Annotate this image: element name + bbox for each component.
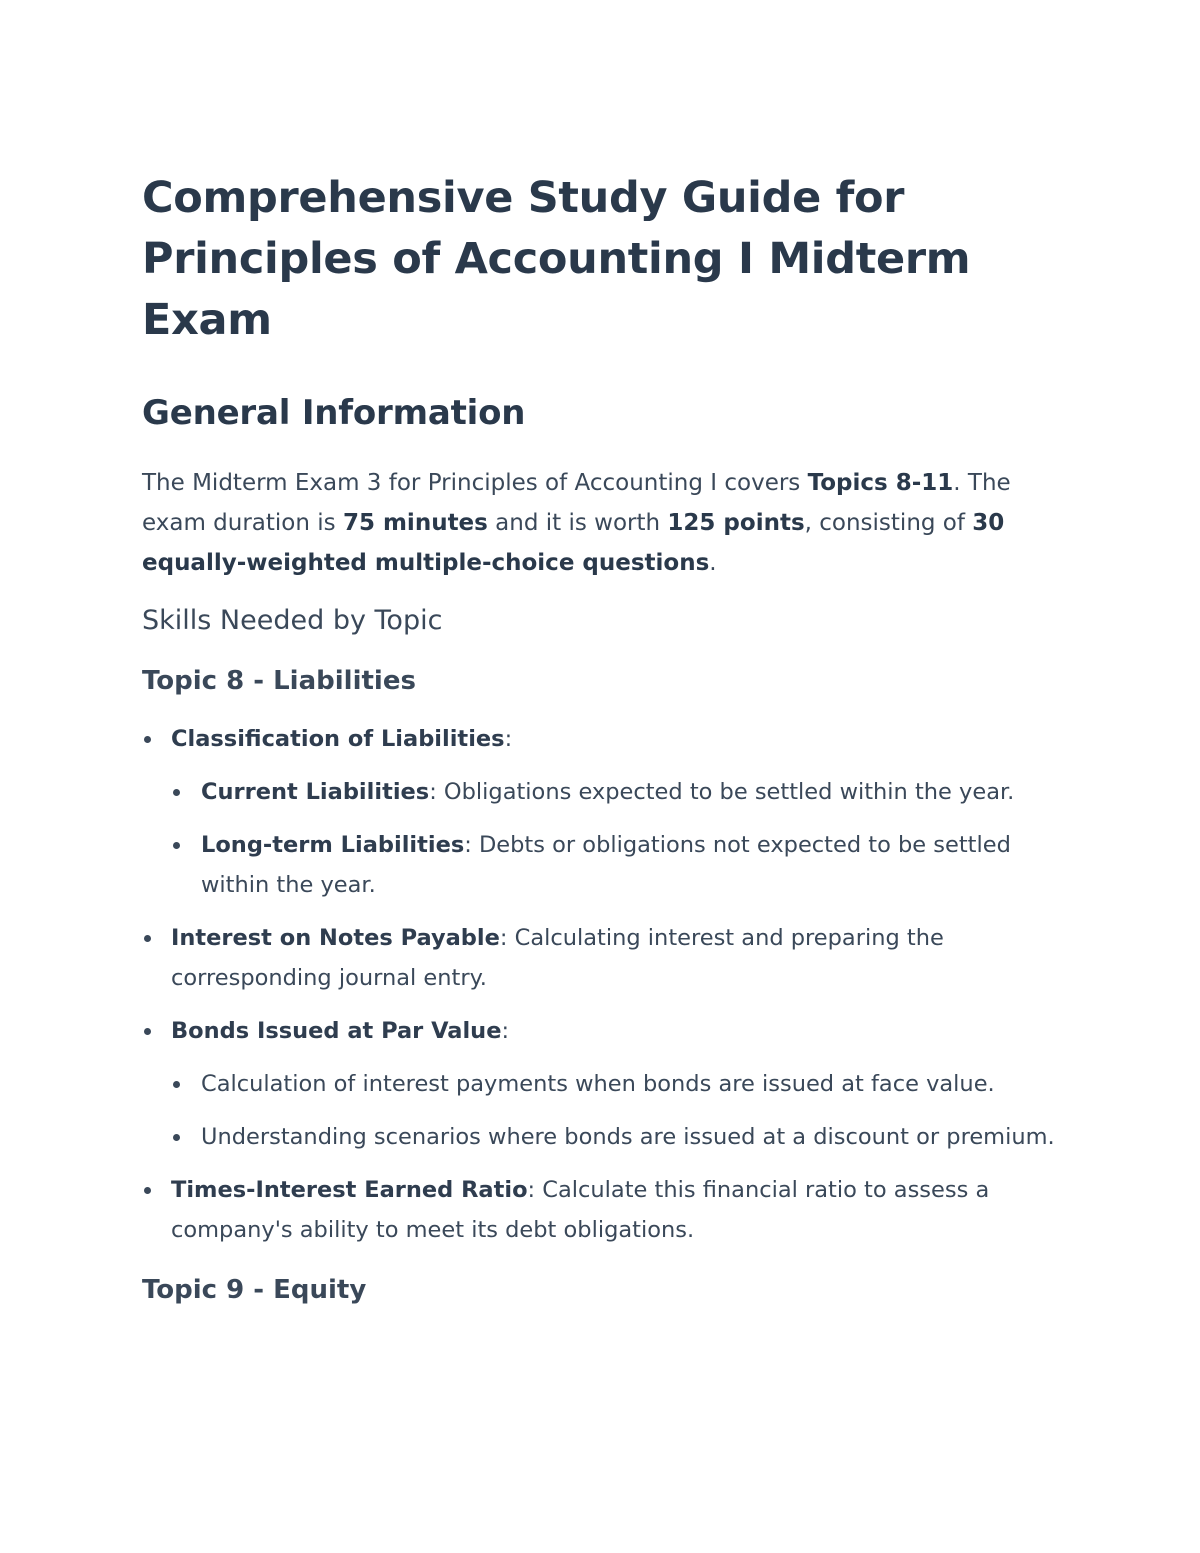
bullet-icon <box>173 1081 180 1088</box>
bullet-icon <box>144 1187 151 1194</box>
list-item: Interest on Notes Payable: Calculating interest and preparing the corresponding journal entry. <box>142 918 1060 998</box>
list-item: Calculation of interest payments when bonds are issued at face value. <box>171 1064 1061 1104</box>
bullet-icon <box>173 789 180 796</box>
bullet-icon <box>173 1134 180 1141</box>
general-information-heading: General Information <box>142 393 526 433</box>
skills-heading: Skills Needed by Topic <box>142 605 443 636</box>
list-item: Long-term Liabilities: Debts or obligations not expected to be settled within the year. <box>171 825 1061 905</box>
page-title: Comprehensive Study Guide for Principles of Accounting I Midterm Exam <box>142 173 971 345</box>
topic-8-heading: Topic 8 - Liabilities <box>142 666 416 696</box>
sub-list <box>171 772 1060 905</box>
bullet-icon <box>144 1028 151 1035</box>
intro-paragraph: The Midterm Exam 3 for Principles of Accounting I covers Topics 8-11. The exam duration is 75 minutes and it is worth 125 points, consisting of 30 equally-weighted multiple-choice questions. <box>142 470 1011 576</box>
bullet-icon <box>144 736 151 743</box>
list-item: Bonds Issued at Par Value: Calculation of interest payments when bonds are issued at face value. Understanding scenarios where bonds are issued at a discount or premium. <box>142 1011 1060 1157</box>
list-item: Current Liabilities: Obligations expected to be settled within the year. <box>171 772 1061 812</box>
bullet-icon <box>144 935 151 942</box>
list-item: Classification of Liabilities: Current Liabilities: Obligations expected to be settled within the year. Long-term Liabilities: Debts or obligations not expected to be settled within the year. <box>142 719 1060 905</box>
list-item: Understanding scenarios where bonds are issued at a discount or premium. <box>171 1117 1061 1157</box>
topic-9-heading: Topic 9 - Equity <box>142 1275 367 1305</box>
bullet-icon <box>173 842 180 849</box>
topic-8-list <box>142 719 1060 1250</box>
list-item: Times-Interest Earned Ratio: Calculate this financial ratio to assess a company's ability to meet its debt obligations. <box>142 1170 1060 1250</box>
sub-list <box>171 1064 1060 1157</box>
